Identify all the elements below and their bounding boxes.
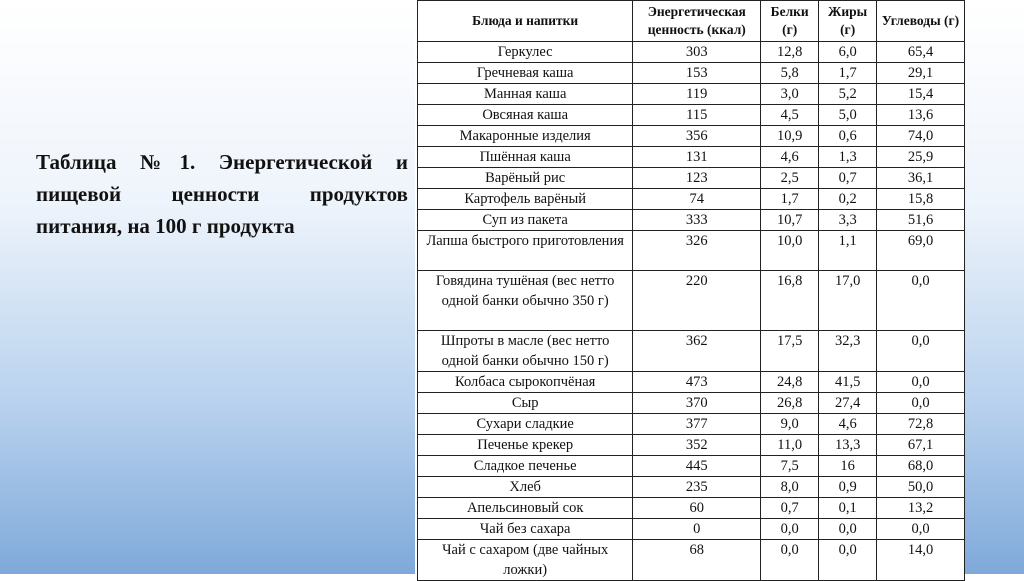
table-row: [418, 84, 965, 105]
cell-fat: 6,0: [819, 42, 877, 63]
table-row: [418, 456, 965, 477]
table-row: [418, 42, 965, 63]
table-row: [418, 477, 965, 498]
cell-energy: 123: [633, 168, 761, 189]
cell-dish-name: Чай с сахаром (две чайных ложки): [418, 540, 633, 581]
cell-energy: 377: [633, 414, 761, 435]
cell-carbs: 50,0: [877, 477, 965, 498]
cell-carbs: 65,4: [877, 42, 965, 63]
table-row: [418, 414, 965, 435]
cell-carbs: 13,2: [877, 498, 965, 519]
cell-energy: 235: [633, 477, 761, 498]
cell-energy: 131: [633, 147, 761, 168]
cell-fat: 41,5: [819, 372, 877, 393]
cell-dish-name: Апельсиновый сок: [418, 498, 633, 519]
cell-dish-name: Пшённая каша: [418, 147, 633, 168]
header-dish: Блюда и напитки: [418, 1, 633, 42]
cell-energy: 303: [633, 42, 761, 63]
cell-fat: 0,6: [819, 126, 877, 147]
cell-protein: 17,5: [761, 331, 819, 372]
cell-energy: 370: [633, 393, 761, 414]
table-row: [418, 126, 965, 147]
table-row: [418, 435, 965, 456]
cell-carbs: 74,0: [877, 126, 965, 147]
cell-energy: 362: [633, 331, 761, 372]
cell-fat: 27,4: [819, 393, 877, 414]
cell-carbs: 67,1: [877, 435, 965, 456]
cell-protein: 0,7: [761, 498, 819, 519]
cell-dish-name: Говядина тушёная (вес нетто одной банки обычно 350 г): [418, 271, 633, 331]
cell-dish-name: Шпроты в масле (вес нетто одной банки обычно 150 г): [418, 331, 633, 372]
cell-fat: 32,3: [819, 331, 877, 372]
cell-fat: 1,7: [819, 63, 877, 84]
cell-carbs: 0,0: [877, 393, 965, 414]
cell-fat: 0,7: [819, 168, 877, 189]
nutrition-table-container: [415, 0, 965, 578]
cell-dish-name: Манная каша: [418, 84, 633, 105]
table-row: [418, 372, 965, 393]
cell-energy: 153: [633, 63, 761, 84]
cell-dish-name: Гречневая каша: [418, 63, 633, 84]
cell-energy: 74: [633, 189, 761, 210]
nutrition-table: [417, 0, 965, 581]
cell-dish-name: Хлеб: [418, 477, 633, 498]
table-row: [418, 231, 965, 271]
slide-title: Таблица №1. Энергетической и пищевой ценности продуктов питания, на 100 г продукта: [36, 150, 408, 238]
cell-energy: 473: [633, 372, 761, 393]
cell-dish-name: Чай без сахара: [418, 519, 633, 540]
cell-fat: 1,1: [819, 231, 877, 271]
cell-protein: 10,0: [761, 231, 819, 271]
cell-protein: 3,0: [761, 84, 819, 105]
table-row: [418, 105, 965, 126]
cell-energy: 333: [633, 210, 761, 231]
cell-dish-name: Сладкое печенье: [418, 456, 633, 477]
cell-energy: 68: [633, 540, 761, 581]
cell-fat: 0,2: [819, 189, 877, 210]
cell-dish-name: Лапша быстрого приготовления: [418, 231, 633, 271]
cell-carbs: 0,0: [877, 271, 965, 331]
cell-fat: 0,9: [819, 477, 877, 498]
cell-dish-name: Сухари сладкие: [418, 414, 633, 435]
table-row: [418, 540, 965, 581]
header-protein: Белки (г): [761, 1, 819, 42]
cell-fat: 0,0: [819, 519, 877, 540]
cell-dish-name: Варёный рис: [418, 168, 633, 189]
header-carbs: Углеводы (г): [877, 1, 965, 42]
cell-protein: 7,5: [761, 456, 819, 477]
cell-fat: 5,2: [819, 84, 877, 105]
table-row: [418, 210, 965, 231]
cell-protein: 8,0: [761, 477, 819, 498]
cell-carbs: 13,6: [877, 105, 965, 126]
cell-energy: 60: [633, 498, 761, 519]
table-row: [418, 498, 965, 519]
cell-dish-name: Макаронные изделия: [418, 126, 633, 147]
cell-fat: 0,1: [819, 498, 877, 519]
cell-dish-name: Овсяная каша: [418, 105, 633, 126]
header-energy: Энергетическая ценность (ккал): [633, 1, 761, 42]
cell-energy: 115: [633, 105, 761, 126]
cell-energy: 119: [633, 84, 761, 105]
cell-protein: 0,0: [761, 519, 819, 540]
cell-energy: 445: [633, 456, 761, 477]
cell-carbs: 69,0: [877, 231, 965, 271]
cell-protein: 26,8: [761, 393, 819, 414]
table-row: [418, 271, 965, 331]
cell-protein: 9,0: [761, 414, 819, 435]
header-fat: Жиры (г): [819, 1, 877, 42]
cell-carbs: 15,4: [877, 84, 965, 105]
cell-carbs: 36,1: [877, 168, 965, 189]
table-row: [418, 168, 965, 189]
cell-dish-name: Сыр: [418, 393, 633, 414]
table-row: [418, 63, 965, 84]
cell-energy: 326: [633, 231, 761, 271]
cell-carbs: 14,0: [877, 540, 965, 581]
cell-carbs: 15,8: [877, 189, 965, 210]
cell-dish-name: Печенье крекер: [418, 435, 633, 456]
cell-dish-name: Суп из пакета: [418, 210, 633, 231]
cell-dish-name: Картофель варёный: [418, 189, 633, 210]
cell-carbs: 51,6: [877, 210, 965, 231]
cell-protein: 10,7: [761, 210, 819, 231]
cell-carbs: 25,9: [877, 147, 965, 168]
cell-protein: 4,5: [761, 105, 819, 126]
cell-dish-name: Колбаса сырокопчёная: [418, 372, 633, 393]
cell-protein: 11,0: [761, 435, 819, 456]
cell-protein: 12,8: [761, 42, 819, 63]
cell-protein: 16,8: [761, 271, 819, 331]
cell-energy: 352: [633, 435, 761, 456]
cell-carbs: 68,0: [877, 456, 965, 477]
cell-fat: 16: [819, 456, 877, 477]
cell-fat: 3,3: [819, 210, 877, 231]
cell-fat: 13,3: [819, 435, 877, 456]
table-header-row: [418, 1, 965, 42]
cell-fat: 0,0: [819, 540, 877, 581]
table-row: [418, 519, 965, 540]
cell-protein: 5,8: [761, 63, 819, 84]
cell-energy: 0: [633, 519, 761, 540]
table-row: [418, 147, 965, 168]
cell-energy: 356: [633, 126, 761, 147]
cell-carbs: 0,0: [877, 331, 965, 372]
table-row: [418, 331, 965, 372]
cell-fat: 1,3: [819, 147, 877, 168]
cell-protein: 24,8: [761, 372, 819, 393]
cell-carbs: 29,1: [877, 63, 965, 84]
cell-protein: 2,5: [761, 168, 819, 189]
cell-protein: 10,9: [761, 126, 819, 147]
cell-dish-name: Геркулес: [418, 42, 633, 63]
cell-fat: 4,6: [819, 414, 877, 435]
cell-protein: 0,0: [761, 540, 819, 581]
cell-fat: 5,0: [819, 105, 877, 126]
cell-energy: 220: [633, 271, 761, 331]
cell-protein: 1,7: [761, 189, 819, 210]
table-row: [418, 189, 965, 210]
cell-protein: 4,6: [761, 147, 819, 168]
cell-carbs: 72,8: [877, 414, 965, 435]
cell-fat: 17,0: [819, 271, 877, 331]
cell-carbs: 0,0: [877, 519, 965, 540]
table-row: [418, 393, 965, 414]
cell-carbs: 0,0: [877, 372, 965, 393]
